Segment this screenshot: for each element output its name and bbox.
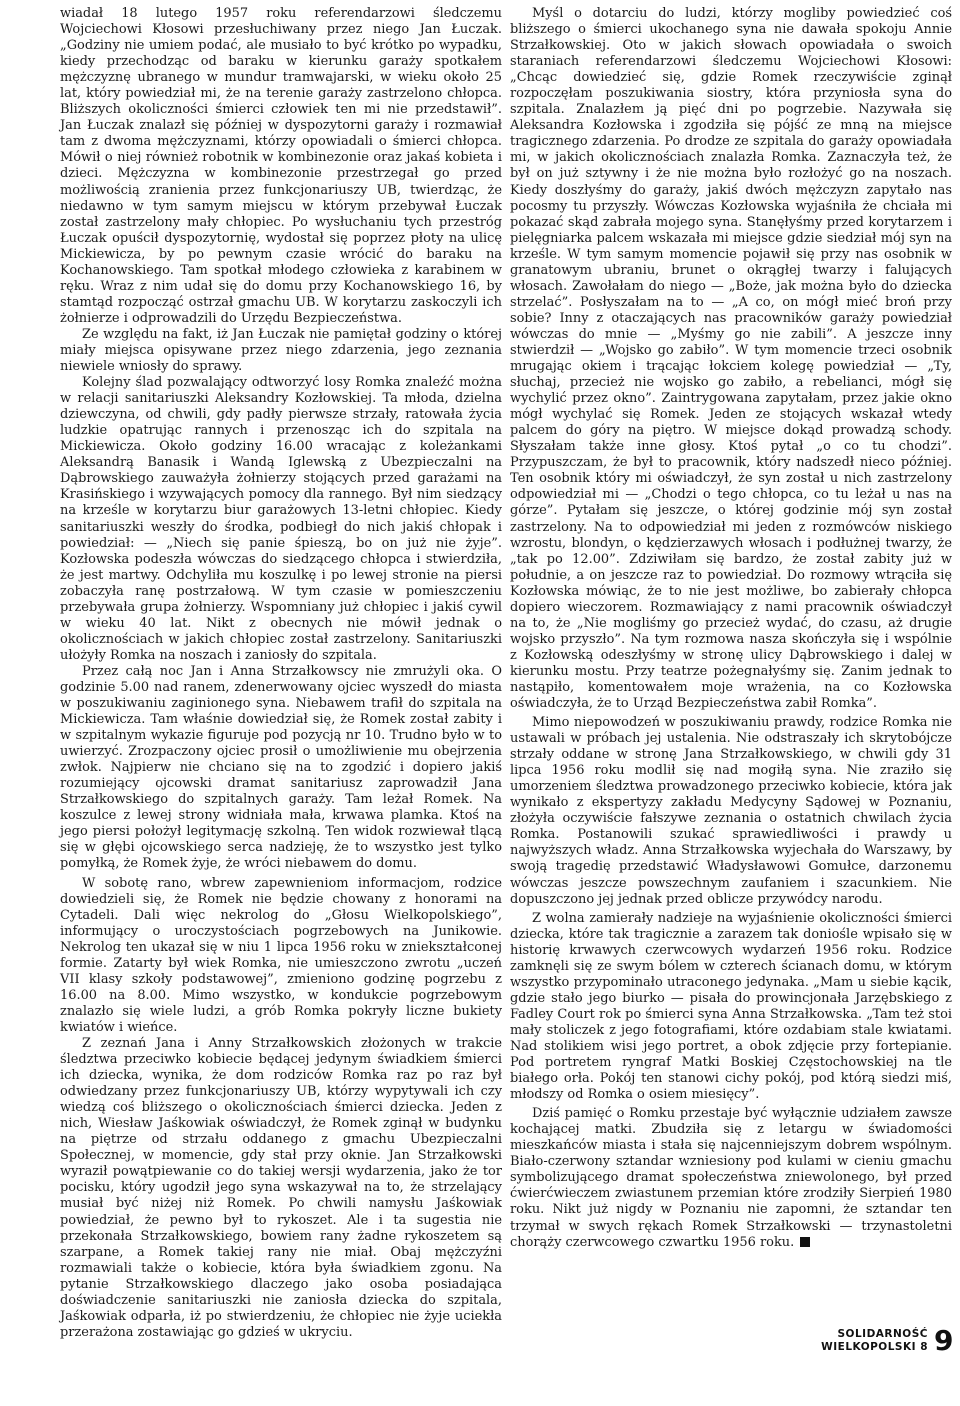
end-of-article-mark-icon <box>800 1237 810 1247</box>
article-paragraph: W sobotę rano, wbrew zapewnieniom informacjom, rodzice dowiedzieli się, że Romek nie będzie chowany z honorami na Cytadeli. Dali więc nekrolog do „Głosu Wielkopolskiego”, informujący o uroczystościach pogrzebowych na Junikowie. Nekrolog ten ukazał się w niu 1 lipca 1956 roku w zniekształconej formie. Zatarty był wiek Romka, nie umieszczono zwrotu „uczeń VII klasy szkoły podstawowej”, zmieniono godzinę pogrzebu z 16.00 na 8.00. Mimo wszystko, w kondukcie pogrzebowym znalazło się wiele ludzi, a grób Romka pokryły liczne bukiety kwiatów i wieńce. <box>60 875 502 1035</box>
article-paragraph: Mimo niepowodzeń w poszukiwaniu prawdy, rodzice Romka nie ustawali w próbach jej ustalenia. Nie odstraszały ich skrytobójcze strzały oddane w stronę Jana Strzałkowskiego, w chwili gdy 31 lipca 1956 roku modlił się nad mogiłą syna. Nie zraziło się umorzeniem śledztwa prowadzonego przeciwko kobiecie, która jak wynikało z ekspertyzy zakładu Medycyny Sądowej w Poznaniu, złożyła oczywiście fałszywe zeznania o ostatnich chwilach życia Romka. Postanowili szukać sprawiedliwości i prawdy u najwyższych władz. Anna Strzałkowska wyjechała do Warszawy, by swoją tragedię przedstawić Władysławowi Gomułce, darzonemu wówczas jeszcze powszechnym zaufaniem i szacunkiem. Nie dopuszczono jej jednak przed oblicze przywódcy narodu. <box>510 715 952 907</box>
article-paragraph: wiadał 18 lutego 1957 roku referendarzowi śledczemu Wojciechowi Kłosowi przesłuchiwany przez niego Jan Łuczak. „Godziny nie umiem podać, ale musiało to być krótko po wypadku, kiedy przechodząc od baraku w kierunku garaży spotkałem mężczyznę ubranego w mundur tramwajarski, w wieku około 25 lat, który powiedział mi, że na terenie garaży zastrzelono chłopca. Bliższych okoliczności śmierci człowiek ten mi nie przedstawił”. Jan Łuczak znalazł się później w dyspozytorni garaży i rozmawiał tam z dwoma mężczyznami, którzy opowiadali o śmierci chłopca. Mówił o niej również robotnik w kombinezonie oraz jakaś kobieta i dzieci. Mężczyzna w kombinezonie przestrzegał go przed możliwością zranienia przez funkcjonariuszy UB, twierdząc, że niedawno w tym samym miejscu w którym przebywał Łuczak został zastrzelony mały chłopiec. Po wysłuchaniu tych przestróg Łuczak opuścił dyspozytornię, wydostał się poprzez płoty na ulicę Mickiewicza, by po pewnym czasie wrócić do baraku na Kochanowskiego. Tam spotkał młodego człowieka z karabinem w ręku. Wraz z nim udał się do domu przy Kochanowskiego 16, by stamtąd rozpocząć ostrzał gmachu UB. W korytarzu zaskoczyli ich żołnierze i odprowadzili do Urzędu Bezpieczeństwa. <box>60 6 502 326</box>
article-paragraph: Myśl o dotarciu do ludzi, którzy mogliby powiedzieć coś bliższego o śmierci ukochanego syna nie dawała spokoju Annie Strzałkowskiej. Oto w jakich słowach opowiadała o swoich staraniach referendarzowi śledczemu Wojciechowi Kłosowi: „Chcąc dowiedzieć się, gdzie Romek rzeczywiście zginął rozpoczęłam poszukiwania siostry, która przyniosła syna do szpitala. Znalazłem ją pięć dni po pogrzebie. Nazywała się Aleksandra Kozłowska i zgodziła się pójść ze mną na miejsce tragicznego zdarzenia. Po drodze ze szpitala do garaży opowiadała mi, w jakich okolicznościach znalazła Romka. Zaznaczyła też, że był on już sztywny i że nie można było rozłożyć go na noszach. Kiedy doszłyśmy do garaży, jakiś dwóch mężczyzn zapytało nas pocosmy tu przyszły. Wówczas Kozłowska wyjaśniła że chciała mi pokazać skąd zabrała mojego syna. Stanęłyśmy przed korytarzem i pielęgniarka palcem wskazała mi miejsce gdzie siedział mój syn na krześle. W tym samym momencie pojawił się przy nas osobnik w granatowym ubraniu, brunet o okrągłej twarzy i falujących włosach. Zawołałam do niego — „Boże, jak można było do dziecka strzelać”. Posłyszałam na to — „A co, on mógł mieć broń przy sobie? Inny z otaczających nas pracowników garaży powiedział wówczas do mnie — „Myśmy go nie zabili”. A jeszcze inny stwierdził — „Wojsko go zabiło”. W tym momencie trzeci osobnik mrugając okiem i trącając łokciem kolegę powiedział — „Ty, słuchaj, przecież nie wojsko go zabiło, a rebelianci, mógł się wychylić przez okno”. Zaintrygowana zapytałam, przez jakie okno mógł wychylać się Romek. Jeden ze stojących wskazał wtedy palcem do góry na piętro. W miejsce dokąd prowadzą schody. Słyszałam także inne głosy. Ktoś pytał „o co tu chodzi”. Przypuszczam, że był to pracownik, który nadszedł nieco później. Ten osobnik który mi oświadczył, że syn został u nich zastrzelony odpowiedział mi — „Chodzi o tego chłopca, co tu leżał u nas na górze”. Pytałam się jeszcze, o której godzinie mój syn został zastrzelony. Na to odpowiedział mi jeden z rozmówców niskiego wzrostu, blondyn, o kędzierzawych włosach i podłużnej twarzy, że „tak po 12.00”. Zdziwiłam się bardzo, że został zabity już w południe, a on jeszcze raz to powiedział. Do rozmowy wtrąciła się Kozłowska mówiąc, że to nie jest możliwe, bo zabierały chłopca dopiero wieczorem. Rozmawiający z nami pracownik oświadczył na to, że „Nie mogliśmy go przecież wydać, do czasu, aż drugie wojsko przyszło”. Na tym rozmowa nasza skończyła się i wspólnie z Kozłowską odeszłyśmy w stronę ulicy Dąbrowskiego i dalej w kierunku mostu. Przy teatrze pożegnałyśmy się. Zanim jednak to nastąpiło, komentowałem moje wrażenia, na co Kozłowska oświadczyła, że to Urząd Bezpieczeństwa zabił Romka”. <box>510 6 952 712</box>
article-paragraph: Z zeznań Jana i Anny Strzałkowskich złożonych w trakcie śledztwa przeciwko kobiecie będącej jedynym świadkiem śmierci ich dziecka, wynika, że dom rodziców Romka raz po raz był odwiedzany przez funkcjonariuszy UB, którzy wypytywali ich czy wiedzą coś bliższego o okolicznościach śmierci dziecka. Jeden z nich, Wiesław Jaśkowiak oświadczył, że Romek zginął w budynku na piętrze od strzału oddanego z gmachu Ubezpieczalni Społecznej, w momencie, gdy stał przy oknie. Jan Strzałkowski wyraził powątpiewanie co do takiej wersji wydarzenia, jako że tor pocisku, który ugodził jego syna wskazywał na to, że strzelający musiał być niżej niż Romek. Po chwili namysłu Jaśkowiak powiedział, że pewno był to rykoszet. Ale i ta sugestia nie przekonała Strzałkowskiego, bowiem rany żadne rykoszetem są szarpane, a Romek takiej rany nie miał. Obaj mężczyźni rozmawiali także o kobiecie, która była świadkiem zgonu. Na pytanie Strzałkowskiego dlaczego jako osoba posiadająca doświadczenie sanitariuszki nie zaniosła dziecka do szpitala, Jaśkowiak odparła, iż po stwierdzeniu, że chłopiec nie żyje uciekła przerażona zostawiając go gdzieś w ukryciu. <box>60 1036 502 1340</box>
publication-title-line1: SOLIDARNOŚĆ <box>837 1328 928 1340</box>
article-paragraph: Przez całą noc Jan i Anna Strzałkowscy nie zmrużyli oka. O godzinie 5.00 nad ranem, zdenerwowany ojciec wyszedł do miasta w poszukiwaniu zaginionego syna. Niebawem trafił do szpitala na Mickiewicza. Tam właśnie dowiedział się, że Romek został zabity i w szpitalnym wykazie figuruje pod pozycją nr 10. Trudno było w to uwierzyć. Zrozpaczony ojciec prosił o umożliwienie mu obejrzenia zwłok. Najpierw nie chciano się na to zgodzić i dopiero jakiś rozumiejący ojcowski dramat sanitariusz zaprowadził Jana Strzałkowskiego do szpitalnych garaży. Tam leżał Romek. Na koszulce z lewej strony widniała mała, krwawa plamka. Ktoś na jego piersi położył legitymację szkolną. Ten widok rozwiewał tlącą się w głębi ojcowskiego serca nadzieję, że to wszystko jest tylko pomyłką, że Romek żyje, że wróci niebawem do domu. <box>60 663 502 872</box>
left-article-column <box>60 6 502 1341</box>
publication-title <box>800 1328 928 1354</box>
article-paragraph: Ze względu na fakt, iż Jan Łuczak nie pamiętał godziny o której miały miejsca opisywane przez niego zdarzenia, jego zeznania niewiele wniosły do sprawy. <box>60 326 502 375</box>
article-paragraph: Kolejny ślad pozwalający odtworzyć losy Romka znaleźć można w relacji sanitariuszki Aleksandry Kozłowskiej. Ta młoda, dzielna dziewczyna, od chwili, gdy padły pierwsze strzały, ratowała życia ludzkie opatrując rannych i przenosząc ich do szpitala na Mickiewicza. Około godziny 16.00 wracając z koleżankami Aleksandrą Banasik i Wandą Iglewską z Ubezpieczalni na Dąbrowskiego zauważyła żołnierzy stojących przed garażami na Krasińskiego i wzywających pomocy dla rannego. Był nim siedzący na krześle w korytarzu biur garażowych 13-letni chłopiec. Kiedy sanitariuszki weszły do środka, podbiegł do nich jakiś chłopak i powiedział: — „Niech się panie śpieszą, bo on już nie żyje”. Kozłowska podeszła wówczas do siedzącego chłopca i stwierdziła, że jest martwy. Odchyliła mu koszulkę i po lewej stronie na piersi zobaczyła ranę postrzałową. W tym czasie w pomieszczeniu przebywała grupa żołnierzy. Wspomniany już chłopiec i jakiś cywil w wieku 40 lat. Nikt z obecnych nie mówił jednak o okolicznościach w jakich chłopiec został zastrzelony. Sanitariuszki ułożyły Romka na noszach i zaniosły do szpitala. <box>60 375 502 663</box>
page-footer <box>800 1324 954 1368</box>
page-number: 9 <box>934 1324 954 1357</box>
article-paragraph <box>510 1106 952 1250</box>
closing-paragraph-text: Dziś pamięć o Romku przestaje być wyłącznie udziałem zawsze kochającej matki. Zbudziła się z letargu w świadomości mieszkańców miasta i stała się najcenniejszym dobrem wspólnym. Biało-czerwony sztandar wzniesiony pod kulami w cieniu gmachu symbolizującego dramat społeczeństwa zniewolonego, był przed ćwierćwieczem zwiastunem przemian które zrodziły Sierpień 1980 roku. Nikt już nigdy w Poznaniu nie zapomni, że sztandar ten trzymał w swych rękach Romek Strzałkowski — trzynastoletni chorąży czerwcowego czwartku 1956 roku. <box>510 1106 952 1250</box>
right-article-column <box>510 6 952 1251</box>
article-paragraph: Z wolna zamierały nadzieje na wyjaśnienie okoliczności śmierci dziecka, które tak tragicznie a zarazem tak doniośle wpisało się w historię krwawych czerwcowych wydarzeń 1956 roku. Rodzice zamknęli się ze swym bólem w czterech ścianach domu, w którym wszystko przypominało utraconego jedynaka. „Mam u siebie kącik, gdzie stało jego biurko — pisała do prowincjonała Jarzębskiego z Fadley Court rok po śmierci syna Anna Strzałkowska. „Tam też stoi mały stoliczek z jego fotografiami, które ozdabiam stale kwiatami. Nad stolikiem wisi jego portret, a obok zdjęcie przy fortepianie. Pod portretem ryngraf Matki Boskiej Częstochowskiej na tle białego orła. Pokój ten stanowi cichy pokój, pod którą siedzi miś, młodszy od Romka o osiem miesięcy”. <box>510 910 952 1103</box>
publication-title-line2: WIELKOPOLSKI 8 <box>821 1341 928 1353</box>
